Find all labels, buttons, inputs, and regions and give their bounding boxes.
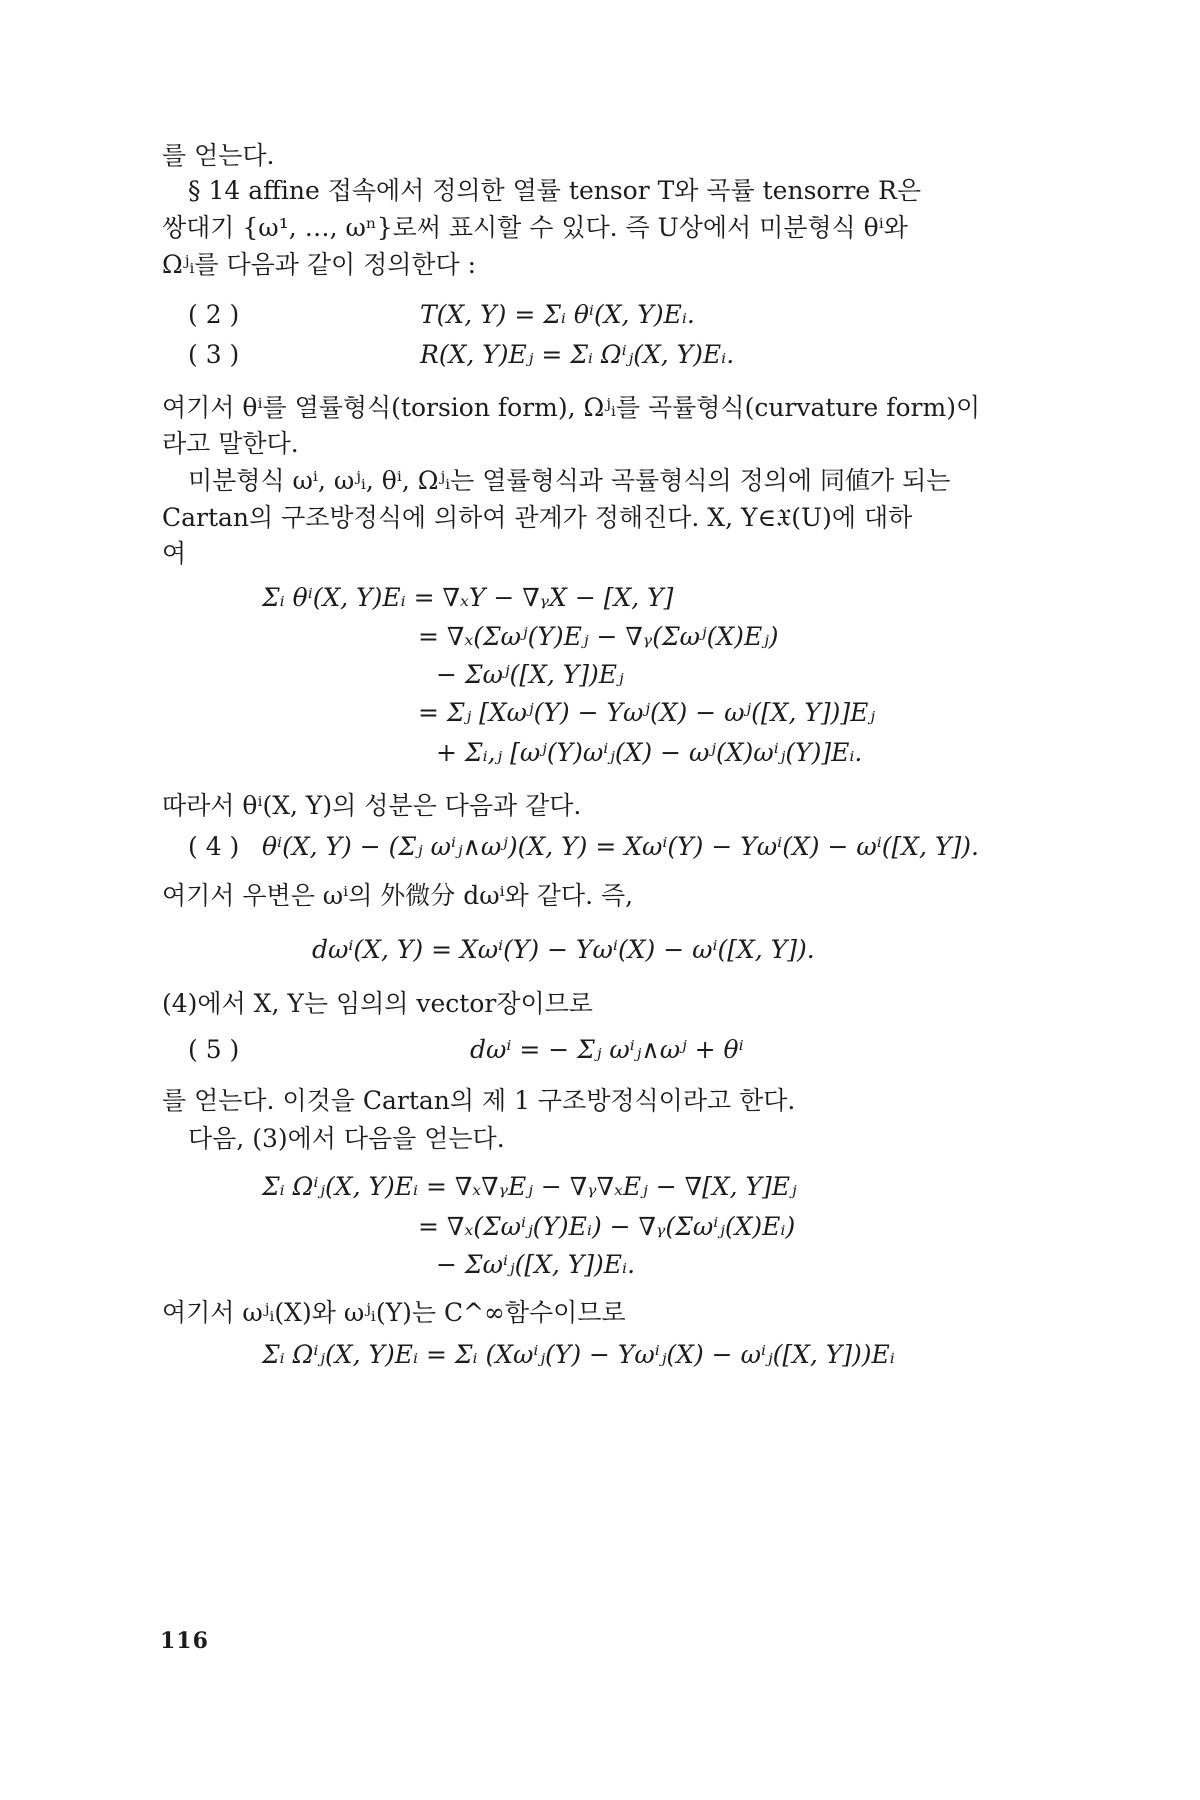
text-line-6: 라고 말한다. — [162, 429, 299, 458]
eq-label-2: ( 2 ) — [188, 300, 240, 329]
eq-label-5: ( 5 ) — [188, 1035, 240, 1064]
text-line-14: 다음, (3)에서 다음을 얻는다. — [188, 1124, 505, 1153]
text-line-9: 여 — [162, 539, 187, 568]
text-line-5: 여기서 θⁱ를 열률형식(torsion form), Ωʲᵢ를 곡률형식(curvature form)이 — [162, 393, 981, 422]
text-line-8: Cartan의 구조방정식에 의하여 관계가 정해진다. X, Y∈𝔛(U)에 대하 — [162, 503, 913, 532]
equation-3: R(X, Y)Eⱼ = Σᵢ Ωⁱⱼ(X, Y)Eᵢ. — [420, 340, 735, 369]
equation-4: θⁱ(X, Y) − (Σⱼ ωⁱⱼ∧ωʲ)(X, Y) = Xωⁱ(Y) − Yωⁱ(X) − ωⁱ([X, Y]). — [262, 832, 979, 861]
derivation1-line-5: + Σᵢ,ⱼ [ωʲ(Y)ωⁱⱼ(X) − ωʲ(X)ωⁱⱼ(Y)]Eᵢ. — [436, 738, 863, 767]
derivation2-line-2: = ∇ₓ(Σωⁱⱼ(Y)Eᵢ) − ∇ᵧ(Σωⁱⱼ(X)Eᵢ) — [418, 1212, 796, 1241]
text-line-1: 를 얻는다. — [162, 141, 275, 170]
text-line-11: 여기서 우변은 ωⁱ의 外微分 dωⁱ와 같다. 즉, — [162, 881, 634, 910]
equation-dw: dωⁱ(X, Y) = Xωⁱ(Y) − Yωⁱ(X) − ωⁱ([X, Y]). — [312, 935, 815, 964]
derivation1-line-4: = Σⱼ [Xωʲ(Y) − Yωʲ(X) − ωʲ([X, Y])]Eⱼ — [418, 698, 875, 727]
equation-last: Σᵢ Ωⁱⱼ(X, Y)Eᵢ = Σᵢ (Xωⁱⱼ(Y) − Yωⁱⱼ(X) − ωⁱⱼ([X, Y]))Eᵢ — [262, 1340, 895, 1369]
equation-5: dωⁱ = − Σⱼ ωⁱⱼ∧ωʲ + θⁱ — [470, 1035, 744, 1064]
page-number: 116 — [160, 1628, 209, 1654]
text-line-3: 쌍대기 {ω¹, …, ωⁿ}로써 표시할 수 있다. 즉 U상에서 미분형식 θⁱ와 — [162, 213, 908, 242]
equation-2: T(X, Y) = Σᵢ θⁱ(X, Y)Eᵢ. — [420, 300, 695, 329]
text-line-7: 미분형식 ωⁱ, ωʲᵢ, θⁱ, Ωʲᵢ는 열률형식과 곡률형식의 정의에 同値가 되는 — [188, 466, 951, 495]
derivation2-line-3: − Σωⁱⱼ([X, Y])Eᵢ. — [436, 1250, 636, 1279]
text-line-13: 를 얻는다. 이것을 Cartan의 제 1 구조방정식이라고 한다. — [162, 1086, 796, 1115]
text-line-10: 따라서 θⁱ(X, Y)의 성분은 다음과 같다. — [162, 791, 582, 820]
text-line-2: § 14 affine 접속에서 정의한 열률 tensor T와 곡률 tensorre R은 — [188, 176, 922, 205]
derivation1-line-2: = ∇ₓ(Σωʲ(Y)Eⱼ − ∇ᵧ(Σωʲ(X)Eⱼ) — [418, 622, 779, 651]
derivation1-line-1: Σᵢ θⁱ(X, Y)Eᵢ = ∇ₓY − ∇ᵧX − [X, Y] — [262, 583, 674, 612]
eq-label-3: ( 3 ) — [188, 340, 240, 369]
text-line-12: (4)에서 X, Y는 임의의 vector장이므로 — [162, 989, 593, 1018]
derivation2-line-1: Σᵢ Ωⁱⱼ(X, Y)Eᵢ = ∇ₓ∇ᵧEⱼ − ∇ᵧ∇ₓEⱼ − ∇[X, Y]Eⱼ — [262, 1172, 797, 1201]
text-line-15: 여기서 ωʲᵢ(X)와 ωʲᵢ(Y)는 C^∞함수이므로 — [162, 1298, 626, 1327]
text-line-4: Ωʲᵢ를 다음과 같이 정의한다 : — [162, 250, 477, 279]
derivation1-line-3: − Σωʲ([X, Y])Eⱼ — [436, 660, 624, 689]
eq-label-4: ( 4 ) — [188, 832, 240, 861]
